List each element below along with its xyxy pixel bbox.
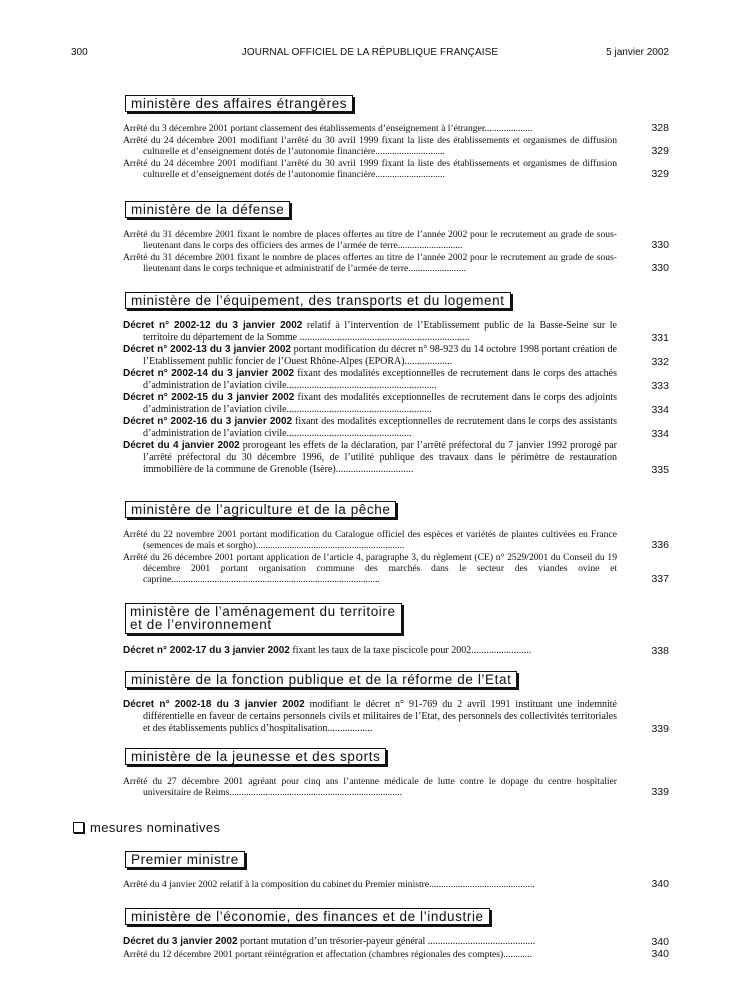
page-ref: 337 xyxy=(651,573,669,585)
page-ref: 339 xyxy=(651,786,669,798)
issue-date: 5 janvier 2002 xyxy=(606,47,669,58)
page-ref: 329 xyxy=(651,168,669,180)
decree-label: Décret n° 2002-16 du 3 janvier 2002 xyxy=(123,416,293,427)
page-ref: 335 xyxy=(651,464,669,476)
section-heading: Premier ministre xyxy=(125,851,245,868)
list-item: Arrêté du 24 décembre 2001 modifiant l’arrêté du 30 avril 1999 fixant la liste des établissements et organismes de diffusion culturelle et d’enseignement dotés de l’autonomie financière............................. 329 xyxy=(123,158,669,180)
list-item: Arrêté du 12 décembre 2001 portant réintégration et affectation (chambres régionales des comptes)............ 340 xyxy=(123,948,669,960)
measures-heading: mesures nominatives xyxy=(73,820,220,835)
list-item: Arrêté du 4 janvier 2002 relatif à la composition du cabinet du Premier ministre............................................ 340 xyxy=(123,878,669,890)
section-equipement xyxy=(123,292,669,476)
section-heading: ministère de la défense xyxy=(125,201,290,218)
decree-label: Décret du 3 janvier 2002 xyxy=(123,936,238,947)
section-heading: ministère des affaires étrangères xyxy=(125,95,353,112)
list-item: Arrêté du 24 décembre 2001 modifiant l’arrêté du 30 avril 1999 fixant la liste des établissements et organismes de diffusion culturelle et d’enseignement dotés de l’autonomie financière............................. 329 xyxy=(123,135,669,157)
page-number: 300 xyxy=(71,47,88,58)
section-heading: ministère de la fonction publique et de la réforme de l’Etat xyxy=(125,671,517,688)
page-ref: 333 xyxy=(651,380,669,392)
decree-label: Décret n° 2002-17 du 3 janvier 2002 xyxy=(123,645,290,656)
section-amenagement xyxy=(123,603,669,657)
journal-title: JOURNAL OFFICIEL DE LA RÉPUBLIQUE FRANÇAISE xyxy=(241,47,499,58)
section-fonction-publique xyxy=(123,671,669,735)
section-economie xyxy=(123,908,669,960)
page-ref: 332 xyxy=(651,356,669,368)
list-item: Arrêté du 26 décembre 2001 portant application de l’article 4, paragraphe 3, du règlement (CE) n° 2529/2001 du Conseil du 19 décembre 2001 portant organisation commune des marchés dans le secteur des viandes ovine et caprine....................................................................................... 337 xyxy=(123,552,669,585)
decree-label: Décret n° 2002-12 du 3 janvier 2002 xyxy=(123,320,303,331)
section-agriculture xyxy=(123,501,669,585)
list-item: Décret du 4 janvier 2002 prorogeant les effets de la déclaration, par l’arrêté préfectoral du 7 janvier 1992 prorogé par l’arrêté préfectoral du 30 décembre 1996, de l’utilité publique des travaux dans le périmètre de restauration immobilière de la commune de Grenoble (Isère)............................... 335 xyxy=(123,440,669,476)
page-ref: 340 xyxy=(651,948,669,960)
list-item: Décret n° 2002-14 du 3 janvier 2002 fixant des modalités exceptionnelles de recrutement dans le corps des attachés d’administration de l’aviation civile............................................................ 333 xyxy=(123,368,669,392)
section-heading: ministère de l’économie, des finances et de l’industrie xyxy=(125,908,490,925)
page-ref: 338 xyxy=(651,645,669,657)
section-jeunesse-sports xyxy=(123,748,669,798)
list-item: Décret du 3 janvier 2002 portant mutation d’un trésorier-payeur général ........................................... 340 xyxy=(123,936,669,948)
page-ref: 331 xyxy=(651,332,669,344)
list-item: Arrêté du 22 novembre 2001 portant modification du Catalogue officiel des espèces et variétés de plantes cultivées en France (semences de maïs et sorgho).............................................................. 336 xyxy=(123,529,669,551)
list-item: Décret n° 2002-15 du 3 janvier 2002 fixant des modalités exceptionnelles de recrutement dans le corps des adjoints d’administration de l’aviation civile.......................................................... 334 xyxy=(123,392,669,416)
page-ref: 340 xyxy=(651,936,669,948)
page-ref: 330 xyxy=(651,239,669,251)
list-item: Décret n° 2002-13 du 3 janvier 2002 portant modification du décret n° 98-923 du 14 octobre 1998 portant création de l’Etablissement public foncier de l’Ouest Rhône-Alpes (EPORA)................... 332 xyxy=(123,344,669,368)
list-item: Décret n° 2002-12 du 3 janvier 2002 relatif à l’intervention de l’Etablissement public de la Basse-Seine sur le territoire du département de la Somme .................................................................... 331 xyxy=(123,320,669,344)
checkbox-square-icon xyxy=(73,822,84,833)
list-item: Arrêté du 31 décembre 2001 fixant le nombre de places offertes au titre de l’année 2002 pour le recrutement au grade de sous-lieutenant dans le corps des officiers des armes de l’armée de terre........................... 330 xyxy=(123,229,669,251)
page-ref: 334 xyxy=(651,404,669,416)
section-defense xyxy=(123,201,669,274)
list-item: Arrêté du 27 décembre 2001 agréant pour cinq ans l’antenne médicale de lutte contre le dopage du centre hospitalier universitaire de Reims........................................................................ 339 xyxy=(123,776,669,798)
section-affaires-etrangeres xyxy=(123,95,669,180)
page-ref: 334 xyxy=(651,428,669,440)
list-item: Décret n° 2002-17 du 3 janvier 2002 fixant les taux de la taxe piscicole pour 2002........................ 338 xyxy=(123,645,669,657)
section-heading: ministère de l’équipement, des transports et du logement xyxy=(125,292,511,309)
page-ref: 328 xyxy=(651,122,669,134)
decree-label: Décret n° 2002-15 du 3 janvier 2002 xyxy=(123,392,295,403)
list-item: Arrêté du 31 décembre 2001 fixant le nombre de places offertes au titre de l’année 2002 pour le recrutement au grade de sous-lieutenant dans le corps technique et administratif de l’armée de terre........................ 330 xyxy=(123,252,669,274)
section-heading: ministère de l’aménagement du territoire et de l’environnement xyxy=(125,603,402,634)
list-item: Décret n° 2002-16 du 3 janvier 2002 fixant des modalités exceptionnelles de recrutement dans le corps des assistants d’administration de l’aviation civile.................................................. 334 xyxy=(123,416,669,440)
decree-label: Décret n° 2002-18 du 3 janvier 2002 xyxy=(123,699,305,710)
page-ref: 339 xyxy=(651,723,669,735)
page-ref: 336 xyxy=(651,539,669,551)
section-heading: ministère de la jeunesse et des sports xyxy=(125,748,386,765)
list-item: Arrêté du 3 décembre 2001 portant classement des établissements d’enseignement à l’étranger.................... 328 xyxy=(123,122,669,134)
list-item: Décret n° 2002-18 du 3 janvier 2002 modifiant le décret n° 91-769 du 2 avril 1991 instituant une indemnité différentielle en faveur de certains personnels civils et militaires de l’Etat, des personnels des collectivités territoriales et des établissements publics d’hospitalisation.................. 339 xyxy=(123,699,669,735)
section-premier-ministre xyxy=(123,851,669,890)
section-heading: ministère de l’agriculture et de la pêche xyxy=(125,501,396,518)
page-ref: 340 xyxy=(651,878,669,890)
decree-label: Décret du 4 janvier 2002 xyxy=(123,440,240,451)
decree-label: Décret n° 2002-14 du 3 janvier 2002 xyxy=(123,368,295,379)
page-ref: 329 xyxy=(651,145,669,157)
page-ref: 330 xyxy=(651,262,669,274)
decree-label: Décret n° 2002-13 du 3 janvier 2002 xyxy=(123,344,291,355)
